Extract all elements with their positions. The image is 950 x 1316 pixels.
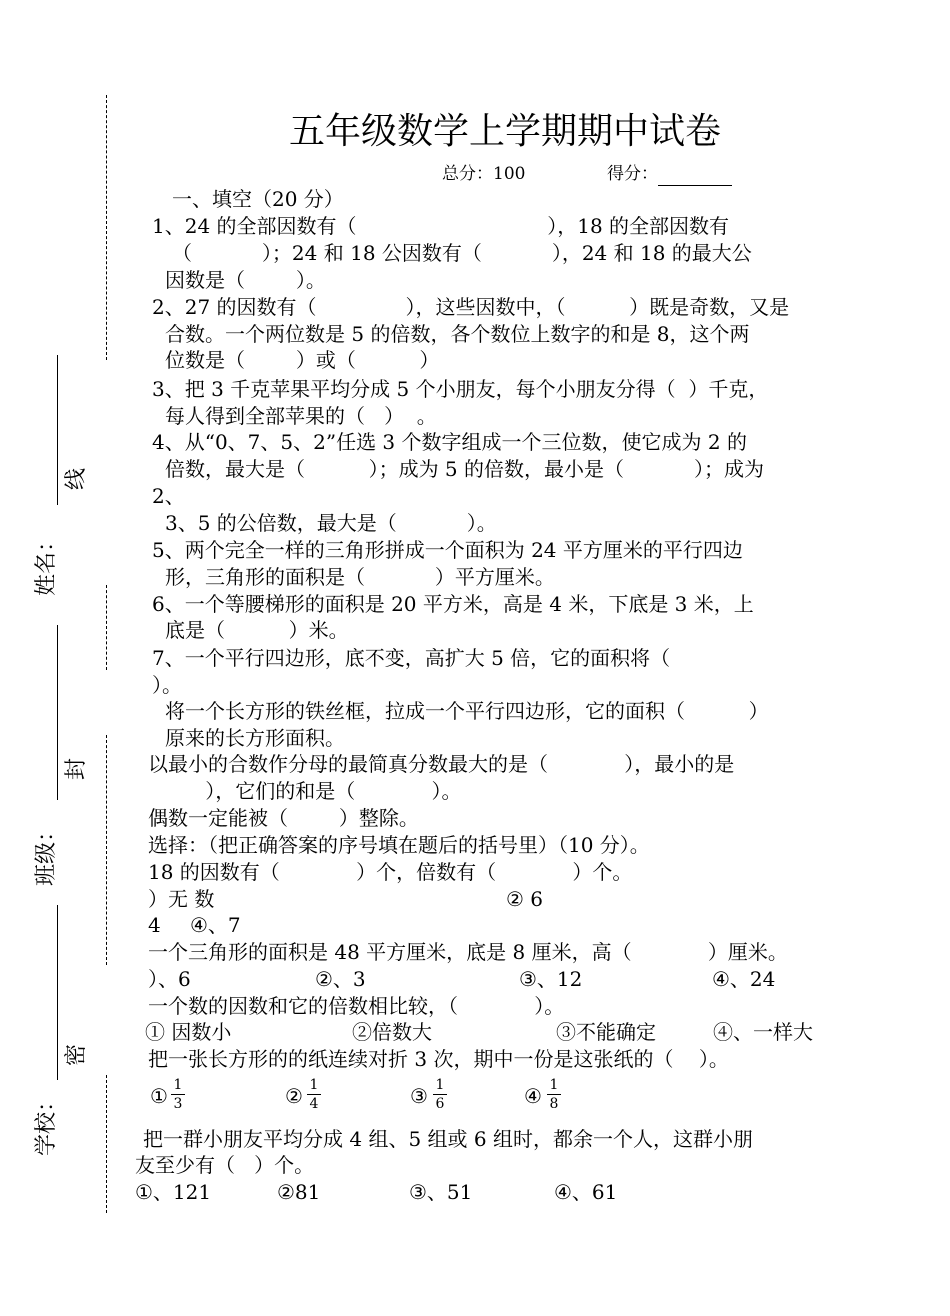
option-3: ③、12 [519, 967, 583, 991]
question-line: 位数是（ ）或（ ） [165, 348, 440, 372]
seal-mi-char: 密 [64, 1044, 89, 1067]
option-4: ④、61 [554, 1180, 618, 1204]
question-line: ），它们的和是（ ）。 [148, 779, 462, 803]
question-line: 5、两个完全一样的三角形拼成一个面积为 24 平方厘米的平行四边 [152, 538, 743, 562]
question-line: 2、27 的因数有（ ），这些因数中，（ ）既是奇数，又是 [152, 295, 790, 319]
question-line: 倍数，最大是（ ）；成为 5 的倍数，最小是（ ）；成为 [165, 457, 764, 481]
option-3: ③ [410, 1084, 428, 1108]
question-line: 形，三角形的面积是（ ）平方厘米。 [165, 565, 555, 589]
binding-dashed-line-2 [106, 585, 107, 670]
exam-title: 五年级数学上学期期中试卷 [288, 111, 721, 152]
seal-feng-char: 封 [64, 758, 89, 781]
class-write-line [57, 625, 58, 800]
seal-line-char: 线 [64, 468, 89, 491]
option-3: 4 [148, 913, 161, 937]
option-2: ②81 [277, 1180, 321, 1204]
option-4: ④ [524, 1084, 542, 1108]
question-line: 因数是（ ）。 [165, 268, 326, 292]
fraction-one-quarter: 1 4 [307, 1078, 321, 1111]
option-1: ① 因数小 [145, 1020, 232, 1044]
total-score: 总分：100 [442, 164, 526, 184]
option-1: ①、121 [135, 1180, 212, 1204]
option-3: ③、51 [409, 1180, 473, 1204]
section-choice-heading: 选择：（把正确答案的序号填在题后的括号里）（10 分）。 [148, 833, 650, 857]
name-write-line [57, 355, 58, 505]
question-line: ）。 [152, 673, 182, 697]
question-line: 4、从“0、7、5、2”任选 3 个数字组成一个三位数，使它成为 2 的 [152, 430, 747, 454]
binding-dashed-line-3 [106, 735, 107, 965]
option-3: ③不能确定 [556, 1020, 656, 1044]
score-blank[interactable] [658, 167, 732, 186]
question-line: 将一个长方形的铁丝框，拉成一个平行四边形，它的面积（ ） [165, 699, 769, 723]
binding-dashed-line-4 [106, 1075, 107, 1213]
question-line: 底是（ ）米。 [165, 618, 349, 642]
school-write-line [57, 905, 58, 1080]
class-label: 班级： [34, 820, 59, 887]
question-line: 18 的因数有（ ）个，倍数有（ ）个。 [148, 860, 633, 884]
question-line: 2、 [152, 484, 185, 508]
name-label: 姓名： [34, 530, 59, 597]
question-line: 偶数一定能被（ ）整除。 [148, 806, 419, 830]
question-line: 3、把 3 千克苹果平均分成 5 个小朋友，每个小朋友分得（ ）千克， [152, 377, 769, 401]
option-2: ② [285, 1084, 303, 1108]
question-line: 友至少有（ ）个。 [135, 1153, 315, 1177]
option-2: ② 6 [506, 887, 544, 911]
question-line: 1、24 的全部因数有（ ），18 的全部因数有 [152, 214, 730, 238]
question-line: 以最小的合数作分母的最简真分数最大的是（ ），最小的是 [148, 752, 735, 776]
option-4: ④、7 [190, 913, 241, 937]
score-label: 得分： [607, 164, 658, 184]
question-line: 一个数的因数和它的倍数相比较，（ ）。 [148, 994, 565, 1018]
question-line: 原来的长方形面积。 [165, 726, 345, 750]
question-line: 3、5 的公倍数，最大是（ ）。 [165, 511, 497, 535]
option-4: ④、24 [712, 967, 776, 991]
fraction-one-eighth: 1 8 [547, 1078, 561, 1111]
question-line: 把一张长方形的的纸连续对折 3 次，期中一份是这张纸的（ ）。 [148, 1047, 729, 1071]
question-line: 一个三角形的面积是 48 平方厘米，底是 8 厘米，高（ ）厘米。 [148, 940, 788, 964]
question-line: 6、一个等腰梯形的面积是 20 平方米，高是 4 米，下底是 3 米，上 [152, 592, 754, 616]
school-label: 学校： [34, 1090, 59, 1157]
option-2: ②倍数大 [352, 1020, 432, 1044]
question-line: 每人得到全部苹果的（ ） 。 [165, 404, 437, 428]
question-line: 把一群小朋友平均分成 4 组、5 组或 6 组时，都余一个人，这群小朋 [143, 1127, 753, 1151]
option-1: ）、6 [148, 967, 191, 991]
option-2: ②、3 [315, 967, 366, 991]
option-1: ① [150, 1084, 168, 1108]
option-4: ④、一样大 [713, 1020, 813, 1044]
option-1: ）无 数 [148, 887, 215, 911]
fraction-one-sixth: 1 6 [433, 1078, 447, 1111]
section-fill-heading: 一、填空（20 分） [172, 187, 344, 211]
fraction-one-third: 1 3 [171, 1078, 185, 1111]
score-field [607, 162, 732, 186]
question-line: 合数。一个两位数是 5 的倍数，各个数位上数字的和是 8，这个两 [165, 322, 750, 346]
question-line: （ ）；24 和 18 公因数有（ ），24 和 18 的最大公 [172, 241, 752, 265]
question-line: 7、一个平行四边形，底不变，高扩大 5 倍，它的面积将（ [152, 646, 671, 670]
